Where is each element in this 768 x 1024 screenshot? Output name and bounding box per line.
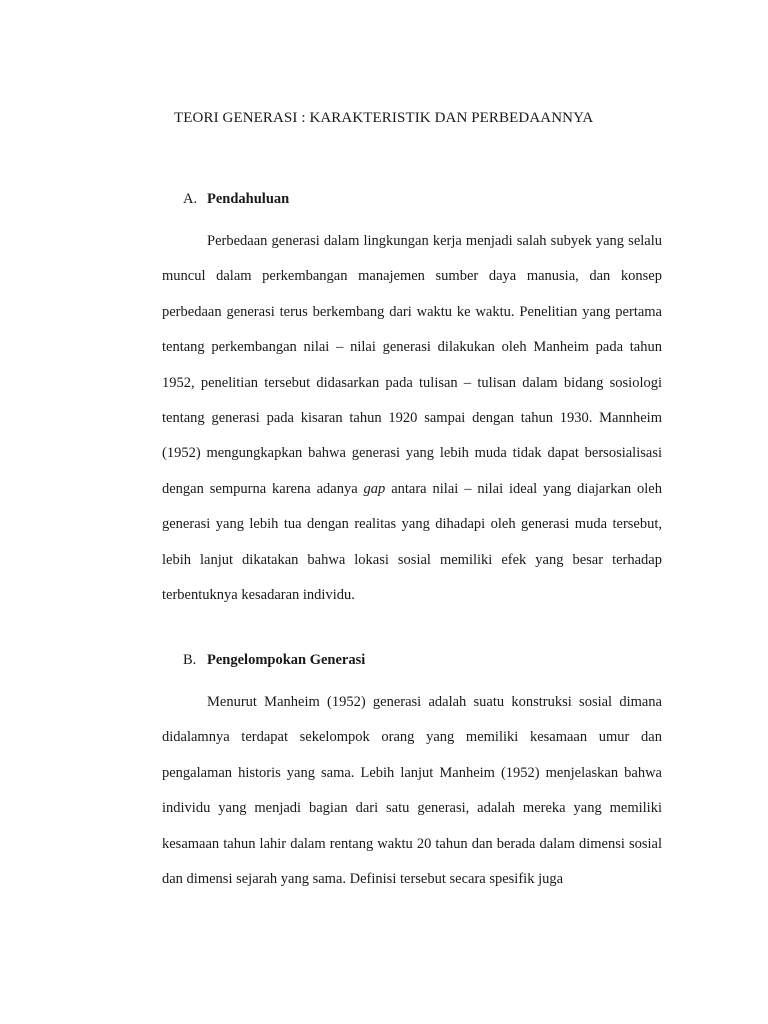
section-heading-label: Pendahuluan (207, 191, 290, 207)
section-pengelompokan-generasi (162, 650, 662, 895)
paragraph-text: Perbedaan generasi dalam lingkungan kerja menjadi salah subyek yang selalu muncul dalam perkembangan manajemen sumber daya manusia, dan konsep perbedaan generasi terus berkembang dari waktu ke waktu. Penelitian yang pertama tentang perkembangan nilai – nilai generasi dilakukan oleh Manheim pada tahun 1952, penelitian tersebut didasarkan pada tulisan – tulisan dalam bidang sosiologi tentang generasi pada kisaran tahun 1920 sampai dengan tahun 1930. Mannheim (1952) mengungkapkan bahwa generasi yang lebih muda tidak dapat bersosialisasi dengan sempurna karena adanya (162, 233, 662, 497)
section-paragraph: Menurut Manheim (1952) generasi adalah suatu konstruksi sosial dimana didalamnya terdapat sekelompok orang yang memiliki kesamaan umur dan pengalaman historis yang sama. Lebih lanjut Manheim (1952) menjelaskan bahwa individu yang menjadi bagian dari satu generasi, adalah mereka yang memiliki kesamaan tahun lahir dalam rentang waktu 20 tahun dan berada dalam dimensi sosial dan dimensi sejarah yang sama. Definisi tersebut secara spesifik juga (162, 694, 662, 888)
section-paragraph (162, 224, 662, 613)
section-heading-label: Pengelompokan Generasi (207, 652, 366, 668)
section-pendahuluan (162, 189, 662, 613)
section-heading (162, 189, 662, 209)
paragraph-text: antara nilai – nilai ideal yang diajarkan oleh generasi yang lebih tua dengan realitas yang dihadapi oleh generasi muda tersebut, lebih lanjut dikatakan bahwa lokasi sosial memiliki efek yang besar terhadap terbentuknya kesadaran individu. (162, 480, 662, 604)
document-title: TEORI GENERASI : KARAKTERISTIK DAN PERBEDAANNYA (174, 110, 594, 126)
section-marker: B. (183, 652, 197, 668)
section-heading (162, 650, 662, 670)
section-marker: A. (183, 191, 198, 207)
paragraph-italic-term: gap (363, 480, 386, 497)
